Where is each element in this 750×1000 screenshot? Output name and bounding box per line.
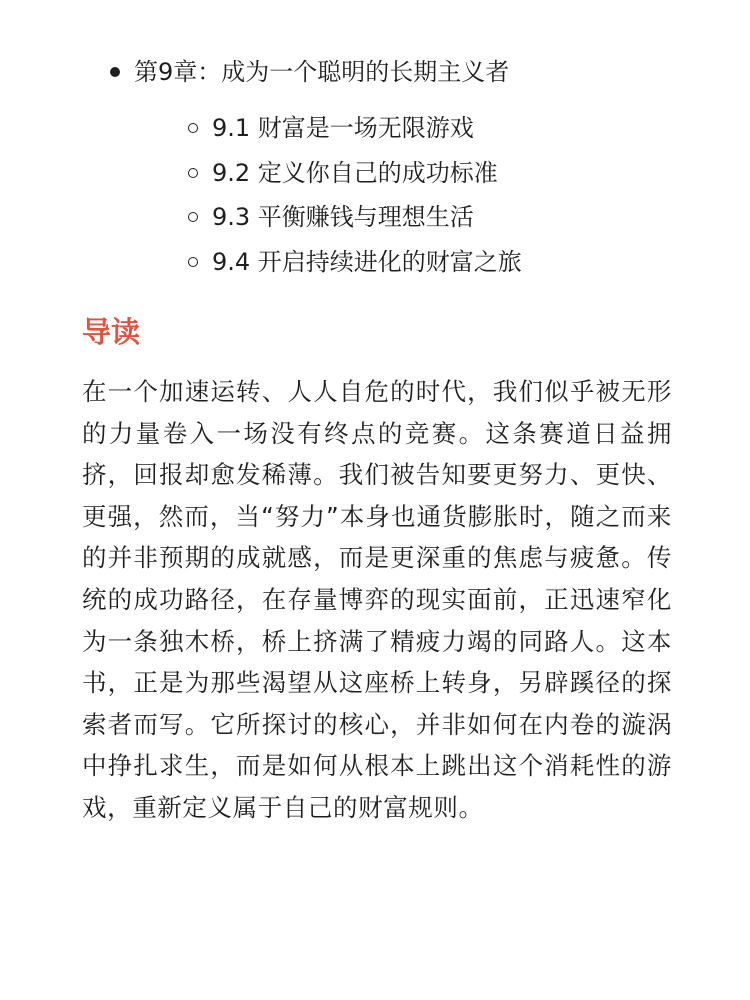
section-item-9-3 xyxy=(188,195,522,240)
hollow-circle-bullet-icon xyxy=(188,123,198,133)
section-item-9-2 xyxy=(188,151,522,196)
intro-heading: 导读 xyxy=(82,315,141,349)
table-of-contents xyxy=(110,52,522,284)
section-list xyxy=(134,106,522,284)
section-label: 9.2 定义你自己的成功标准 xyxy=(212,158,498,187)
chapter-title: 第9章：成为一个聪明的长期主义者 xyxy=(134,58,510,86)
section-label: 9.4 开启持续进化的财富之旅 xyxy=(212,247,522,276)
hollow-circle-bullet-icon xyxy=(188,168,198,178)
intro-paragraph: 在一个加速运转、人人自危的时代，我们似乎被无形的力量卷入一场没有终点的竞赛。这条赛道日益拥挤，回报却愈发稀薄。我们被告知要更努力、更快、更强，然而，当“努力”本身也通货膨胀时，随之而来的并非预期的成就感，而是更深重的焦虑与疲惫。传统的成功路径，在存量博弈的现实面前，正迅速窄化为一条独木桥，桥上挤满了精疲力竭的同路人。这本书，正是为那些渴望从这座桥上转身，另辟蹊径的探索者而写。它所探讨的核心，并非如何在内卷的漩涡中挣扎求生，而是如何从根本上跳出这个消耗性的游戏，重新定义属于自己的财富规则。 xyxy=(82,377,672,822)
section-label: 9.3 平衡赚钱与理想生活 xyxy=(212,203,474,231)
section-item-9-4 xyxy=(188,240,522,285)
section-label: 9.1 财富是一场无限游戏 xyxy=(212,114,474,142)
hollow-circle-bullet-icon xyxy=(188,257,198,267)
chapter-item-9 xyxy=(110,52,522,284)
hollow-circle-bullet-icon xyxy=(188,212,198,222)
section-item-9-1 xyxy=(188,106,522,151)
bullet-icon xyxy=(110,67,120,77)
